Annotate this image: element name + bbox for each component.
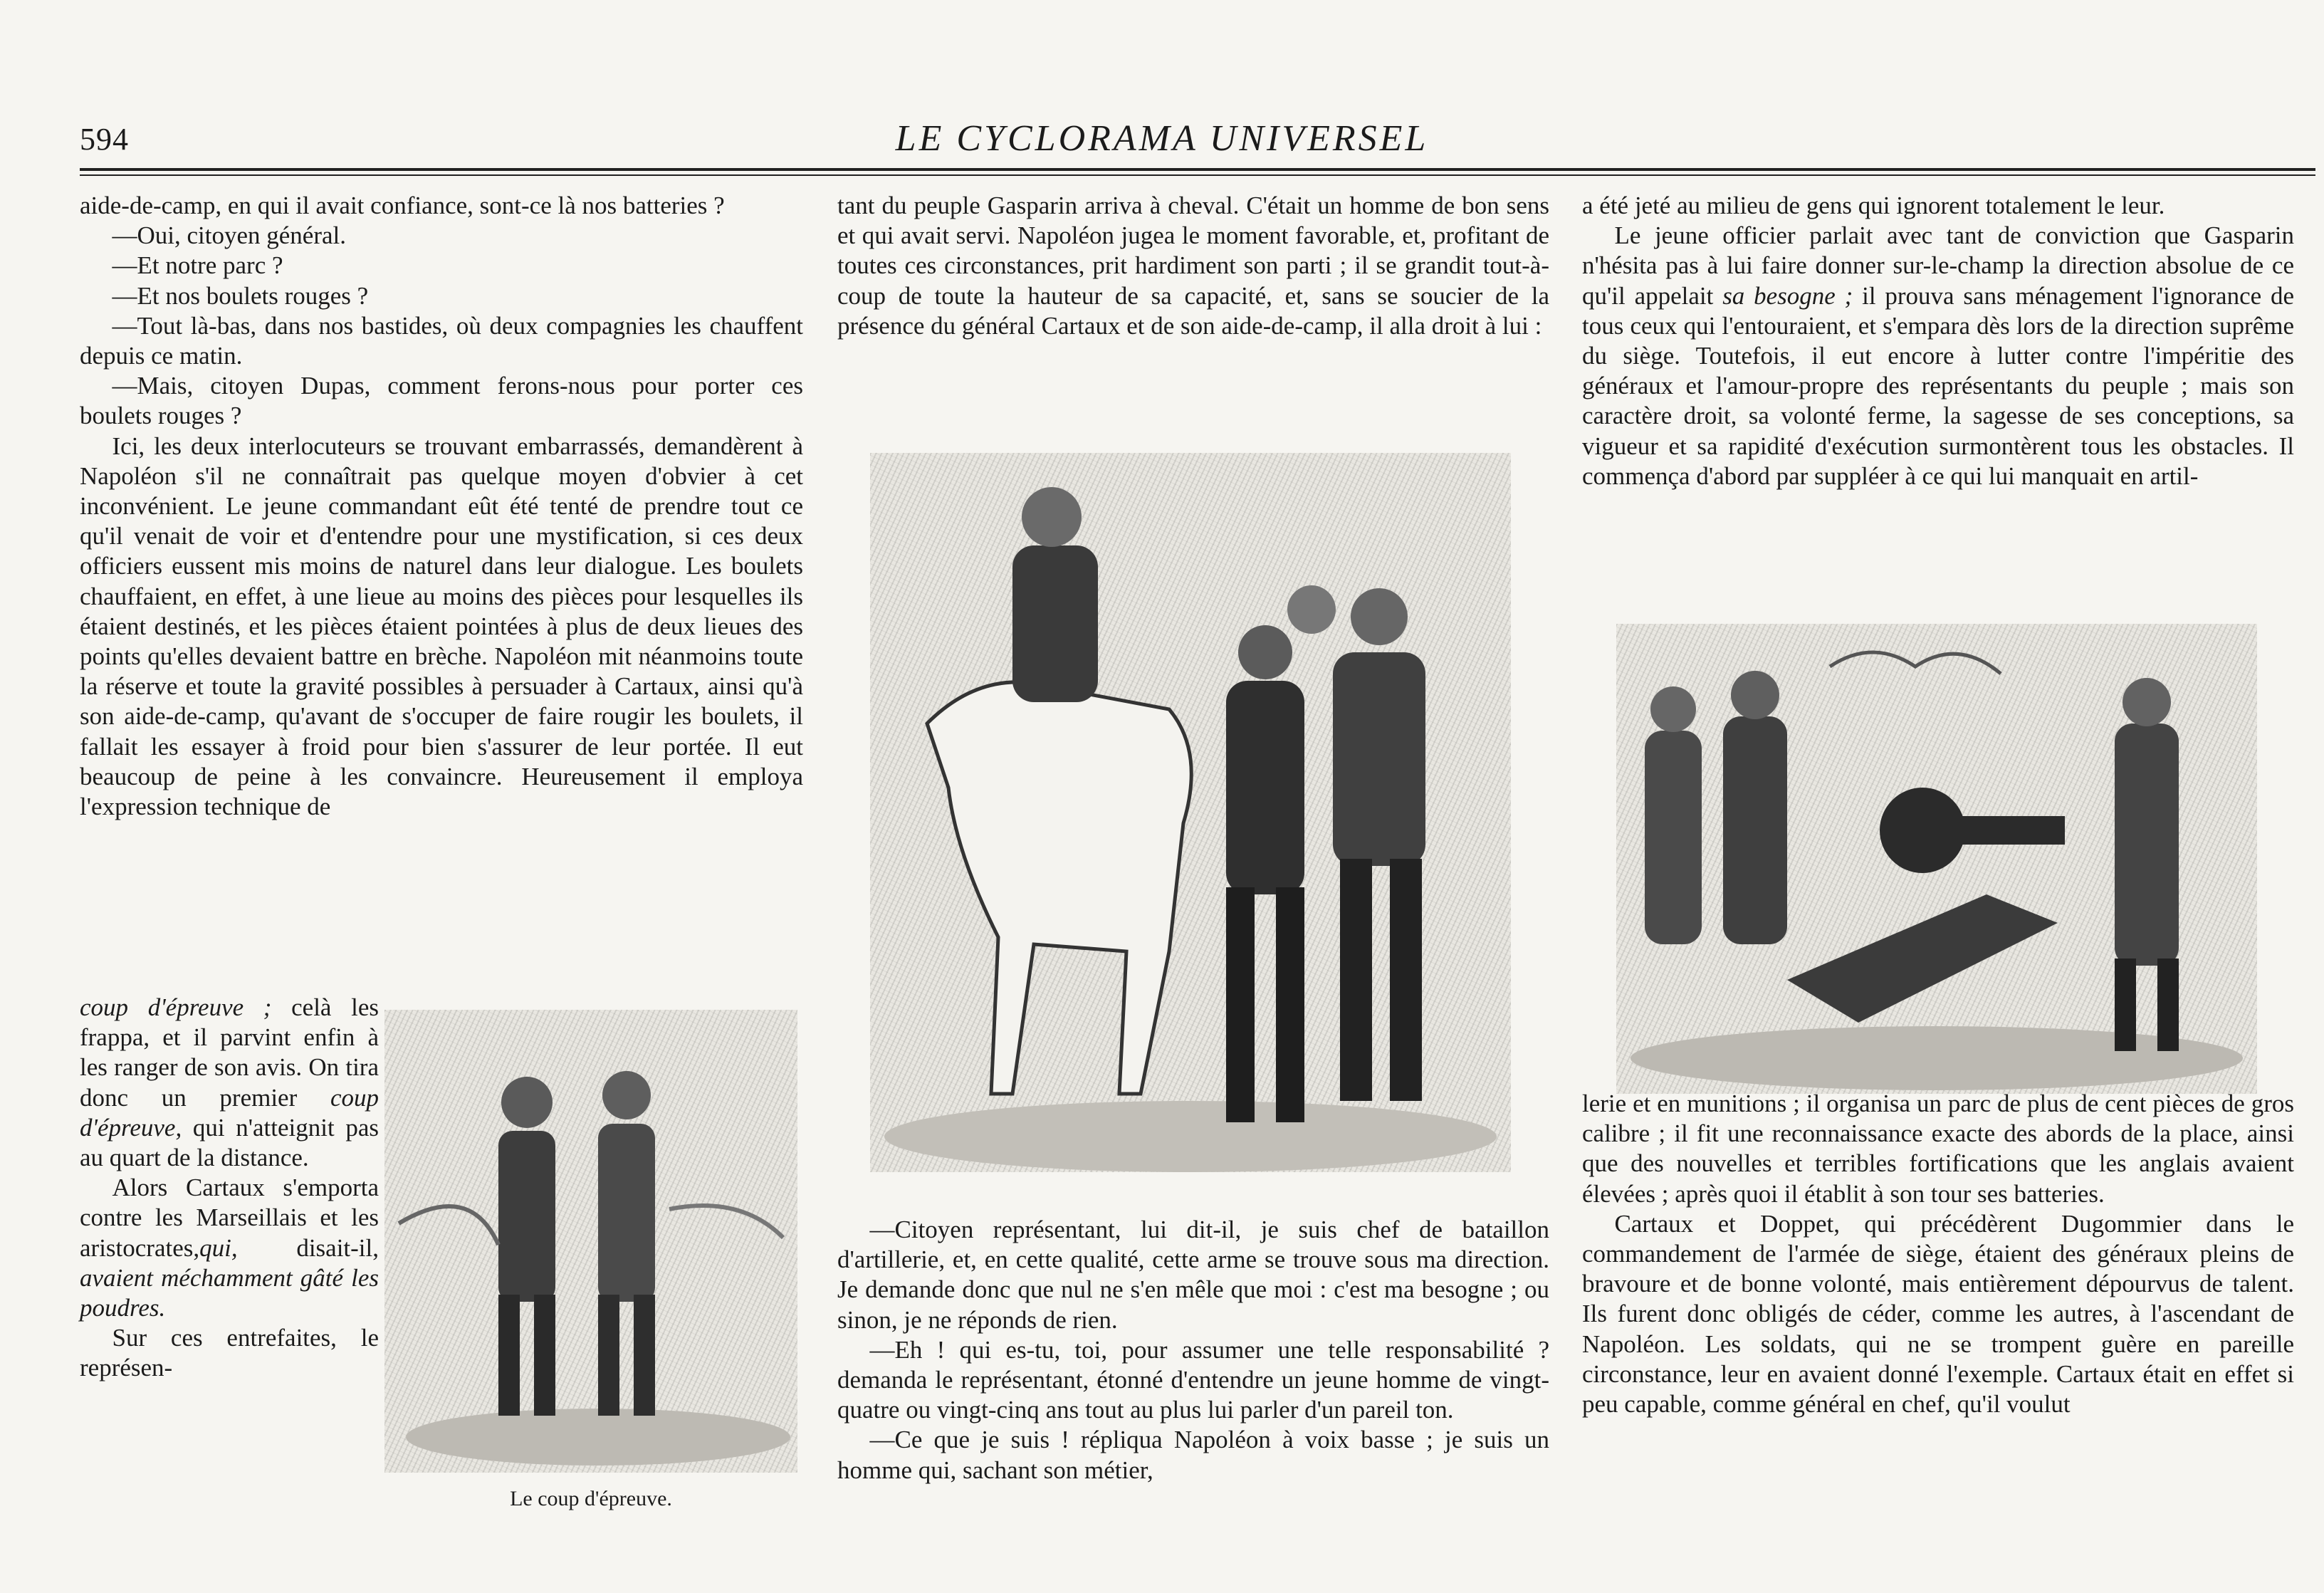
- paragraph: —Oui, citoyen général.: [112, 221, 347, 250]
- column-2: [837, 191, 1549, 341]
- page-number: 594: [80, 122, 129, 157]
- text-fragment: qui n'atteignit pas au quart de la distance.: [80, 1113, 379, 1172]
- paragraph: —Et nos boulets rouges ?: [112, 281, 369, 310]
- column-3-bottom: [1582, 1089, 2294, 1419]
- paragraph: Sur ces entrefaites, le représen-: [80, 1324, 379, 1382]
- paragraph: tant du peuple Gasparin arriva à cheval. C'était un homme de bon sens et qui avait servi. Napoléon jugea le moment favorable, et, profitant de toutes ces circonstances, prit hardiment son parti ; il se grandit tout-à-coup de toute la hauteur de sa capacité, et, sans se soucier de la présence du général Cartaux et de son aide-de-camp, il alla droit à lui :: [837, 192, 1549, 340]
- italic-phrase: coup d'épreuve,: [80, 1083, 379, 1142]
- italic-phrase: avaient méchamment gâté les poudres.: [80, 1263, 379, 1322]
- header-rule-thin: [80, 174, 2315, 176]
- paragraph: Ici, les deux interlocuteurs se trouvant embarrassés, demandèrent à Napoléon s'il ne connaîtrait pas quelque moyen d'obvier à cet inconvénient. Le jeune commandant eût été tenté de prendre tout ce qu'il venait de voir et d'entendre pour une mystification, si ces deux officiers eussent mis moins de naturel dans leur dialogue. Les boulets chauffaient, en effet, à une lieue au moins des pièces pour lesquelles ils étaient destinés, et les pièces étaient pointées à plus de deux lieues des points qu'elles devaient battre en brèche. Napoléon mit néanmoins toute la réserve et toute la gravité possibles à persuader à Cartaux, ainsi qu'à son aide-de-camp, qu'avant de s'occuper de faire rougir les boulets, il fallait les essayer à froid pour bien s'assurer de leur portée. Il eut beaucoup de peine à les convaincre. Heureusement il employa l'expression technique de: [80, 432, 803, 821]
- paragraph: —Citoyen représentant, lui dit-il, je suis chef de bataillon d'artillerie, et, en cette qualité, cette arme se trouve sous ma direction. Je demande donc que nul ne s'en mêle que moi : c'est ma besogne ; ou sinon, je ne réponds de rien.: [837, 1216, 1549, 1334]
- paragraph: lerie et en munitions ; il organisa un parc de plus de cent pièces de gros calibre ; il fit une reconnaissance exacte des abords de la place, ainsi que des nouvelles et terribles fortifications que les anglais avaient élevées ; après quoi il établit à son tour ses batteries.: [1582, 1090, 2294, 1208]
- figure-caption: Le coup d'épreuve.: [510, 1487, 672, 1510]
- text-fragment: il prouva sans ménagement l'ignorance de tous ceux qui l'entouraient, et s'empara dès lors de la direction suprême du siège. Toutefois, il eut encore à lutter contre l'impéritie des généraux et l'amour-propre des représentants du peuple ; mais son caractère droit, sa volonté ferme, la sagesse de ses conceptions, sa vigueur et sa rapidité d'exécution surmontèrent tous les obstacles. Il commença d'abord par suppléer à ce qui lui manquait en artil-: [1582, 281, 2295, 490]
- paragraph: Cartaux et Doppet, qui précédèrent Dugommier dans le commandement de l'armée de siège, étaient des généraux pleins de bravoure et de bonne volonté, mais entièrement dépourvus de talent. Ils furent donc obligés de céder, comme les autres, à l'ascendant de Napoléon. Les soldats, qui ne se trompent guère en pareille circonstance, leur en avaient donné l'exemple. Cartaux était en effet si peu capable, comme général en chef, qu'il voulut: [1582, 1209, 2294, 1419]
- text-fragment: Alors Cartaux s'emporta contre les Marseillais et les aristocrates,: [80, 1174, 379, 1262]
- paragraph: a été jeté au milieu de gens qui ignorent totalement le leur.: [1582, 192, 2165, 219]
- italic-phrase: qui,: [199, 1233, 238, 1262]
- column-1-bottom: [80, 993, 379, 1384]
- column-2-bottom: [837, 1215, 1549, 1485]
- illustration-napoleon-gasparin: [870, 453, 1511, 1172]
- page-title: LE CYCLORAMA UNIVERSEL: [895, 118, 1429, 159]
- paragraph: —Mais, citoyen Dupas, comment ferons-nous pour porter ces boulets rouges ?: [80, 372, 803, 430]
- column-3: [1582, 191, 2294, 491]
- column-1: [80, 191, 803, 822]
- paragraph: [1582, 221, 2294, 491]
- paragraph: [80, 993, 379, 1173]
- paragraph: aide-de-camp, en qui il avait confiance, sont-ce là nos batteries ?: [80, 192, 725, 219]
- text-fragment: disait-il,: [237, 1233, 379, 1262]
- engraving-sketch: [870, 453, 1511, 1172]
- paragraph: [80, 1173, 379, 1323]
- text-fragment: celà les frappa, et il parvint enfin à les ranger de son avis. On tira donc un premier: [80, 993, 379, 1112]
- paragraph: —Eh ! qui es-tu, toi, pour assumer une telle responsabilité ? demanda le représentant, étonné d'entendre un jeune homme de vingt-quatre ou vingt-cinq ans tout au plus lui parler d'un pareil ton.: [837, 1335, 1549, 1424]
- text-fragment: Le jeune officier parlait avec tant de conviction que Gasparin n'hésita pas à lui faire donner sur-le-champ la direction absolue de ce qu'il appelait: [1582, 221, 2294, 310]
- paragraph: —Ce que je suis ! répliqua Napoléon à voix basse ; je suis un homme qui, sachant son métier,: [837, 1426, 1549, 1484]
- italic-phrase: sa besogne ;: [1722, 281, 1853, 310]
- illustration-coup-d-epreuve: [384, 1010, 797, 1473]
- illustration-artillery-soldiers: [1616, 624, 2257, 1094]
- italic-phrase: coup d'épreuve ;: [80, 993, 272, 1021]
- header-rule-thick: [80, 168, 2315, 171]
- paragraph: —Et notre parc ?: [112, 251, 283, 280]
- engraving-sketch: [1616, 624, 2257, 1094]
- engraving-sketch: [384, 1010, 797, 1473]
- paragraph: —Tout là-bas, dans nos bastides, où deux compagnies les chauffent depuis ce matin.: [80, 311, 803, 370]
